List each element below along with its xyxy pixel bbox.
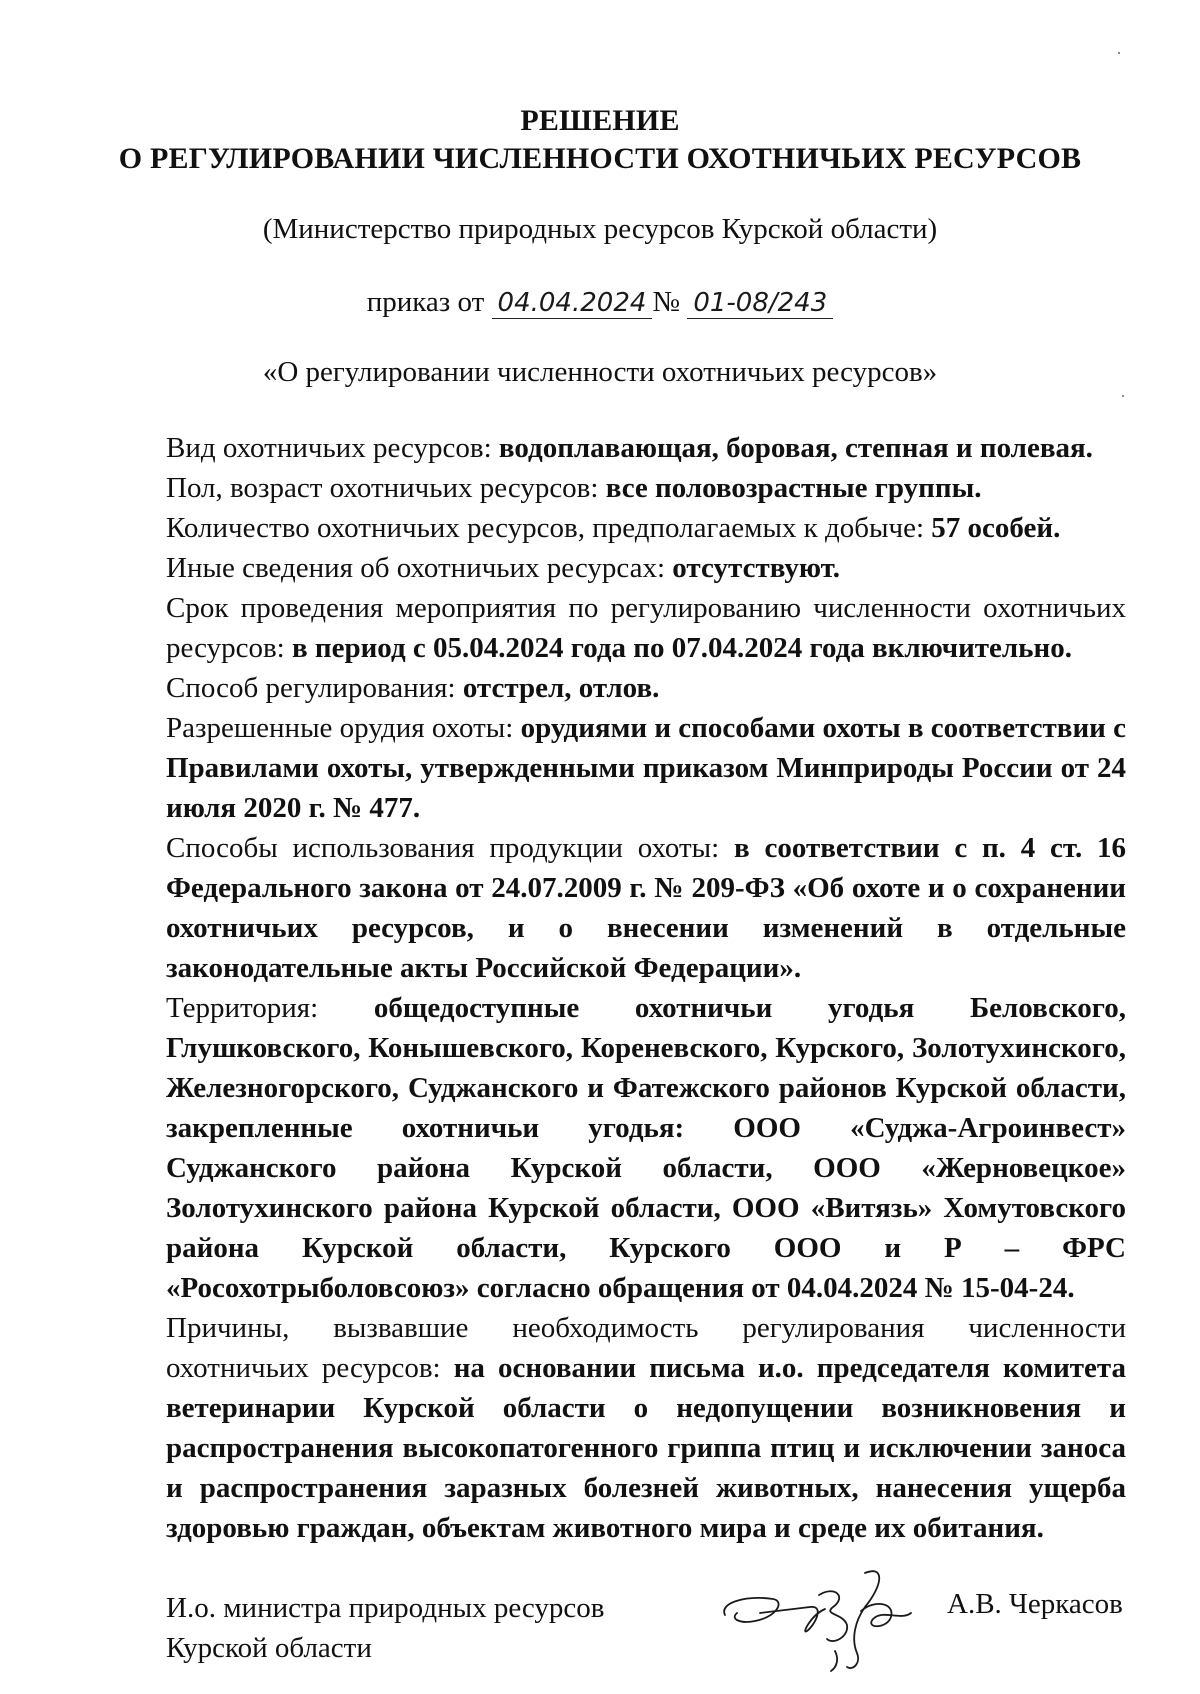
field-label: Способы использования продукции охоты: [166, 832, 735, 864]
field-label: Причины, вызвавшие необходимость регулирования численности охотничьих ресурсов: [166, 1312, 1126, 1384]
signatory-position-line: Курской области [166, 1632, 372, 1664]
order-name: «О регулировании численности охотничьих ресурсов» [262, 356, 938, 388]
field-label: Количество охотничьих ресурсов, предполагаемых к добыче: [166, 512, 932, 544]
field-value: 57 особей. [931, 512, 1061, 544]
field-value: в период с 05.04.2024 года по 07.04.2024 года включительно. [291, 632, 1072, 664]
order-number: 01-08/243 [687, 288, 833, 319]
field-paragraph [166, 828, 1126, 988]
field-paragraph [166, 1308, 1126, 1548]
field-label: Вид охотничьих ресурсов: [166, 432, 499, 464]
signatory-position-line: И.о. министра природных ресурсов [166, 1592, 605, 1624]
order-prefix: приказ от [366, 286, 492, 318]
field-value: на основании письма и.о. председателя комитета ветеринарии Курской области о недопущении возникновения и распространения высокопатогенного гриппа птиц и исключении заноса и распространения заразных болезней животных, нанесения ущерба здоровью граждан, объектам животного мира и среде их обитания. [166, 1352, 1126, 1544]
order-number-label: № [652, 286, 688, 318]
scan-speck [1118, 52, 1120, 54]
field-paragraph [166, 548, 1126, 588]
field-value: отсутствуют. [672, 552, 840, 584]
signatory-name: А.В. Черкасов [947, 1588, 1123, 1620]
field-paragraph [166, 508, 1126, 548]
field-paragraph [166, 588, 1126, 668]
field-value: все половозрастные группы. [605, 472, 982, 504]
document-subtitle: О РЕГУЛИРОВАНИИ ЧИСЛЕННОСТИ ОХОТНИЧЬИХ РЕСУРСОВ [118, 142, 1082, 175]
field-paragraph [166, 428, 1126, 468]
field-label: Срок проведения мероприятия по регулированию численности охотничьих ресурсов: [166, 592, 1126, 664]
field-label: Разрешенные орудия охоты: [166, 712, 521, 744]
field-value: орудиями и способами охоты в соответствии с Правилами охоты, утвержденными приказом Минприроды России от 24 июля 2020 г. № 477. [166, 712, 1126, 824]
scan-speck [1122, 395, 1124, 397]
ministry-name: (Министерство природных ресурсов Курской области) [262, 213, 938, 245]
field-label: Пол, возраст охотничьих ресурсов: [166, 472, 606, 504]
order-reference [0, 286, 1200, 319]
field-label: Территория: [166, 992, 374, 1024]
document-body [166, 428, 1126, 1548]
field-value: в соответствии с п. 4 ст. 16 Федерального закона от 24.07.2009 г. № 209-ФЗ «Об охоте и о сохранении охотничьих ресурсов, и о внесении изменений в отдельные законодательные акты Российской Федерации». [166, 832, 1126, 984]
field-label: Иные сведения об охотничьих ресурсах: [166, 552, 673, 584]
field-value: отстрел, отлов. [462, 672, 660, 704]
field-paragraph [166, 668, 1126, 708]
field-paragraph [166, 708, 1126, 828]
field-paragraph [166, 468, 1126, 508]
signatory-position [166, 1588, 604, 1668]
field-value: общедоступные охотничьи угодья Беловского, Глушковского, Конышевского, Кореневского, Курского, Золотухинского, Железногорского, Суджанского и Фатежского районов Курской области, закрепленные охотничьи угодья: ООО «Суджа-Агроинвест» Суджанского района Курской области, ООО «Жерновецкое» Золотухинского района Курской области, ООО «Витязь» Хомутовского района Курской области, Курского ООО и Р – ФРС «Росохотрыболовсоюз» согласно обращения от 04.04.2024 № 15-04-24. [166, 992, 1126, 1304]
order-date: 04.04.2024 [492, 288, 653, 319]
field-paragraph [166, 988, 1126, 1308]
field-label: Способ регулирования: [166, 672, 463, 704]
handwritten-signature [715, 1555, 935, 1675]
field-value: водоплавающая, боровая, степная и полевая. [498, 432, 1093, 464]
document-title: РЕШЕНИЕ [520, 104, 680, 137]
